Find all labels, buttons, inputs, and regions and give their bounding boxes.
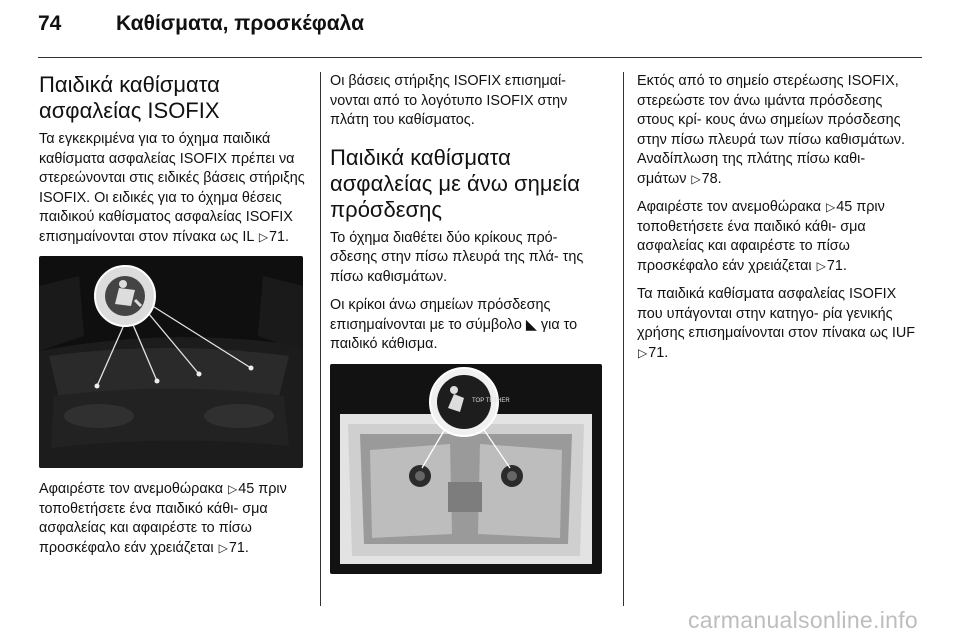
isofix-logo-paragraph: Οι βάσεις στήριξης ISOFIX επισημαί- νονται από το λογότυπο ISOFIX στην πλάτη του καθίσματος. [330,73,568,128]
isofix-seat-photo [39,256,303,468]
top-tether-photo [330,364,602,574]
page-ref-icon: ▷ [218,540,228,555]
tether-strap-paragraph [637,72,917,189]
page-ref-icon: ▷ [228,482,238,496]
universal-category-text: Τα παιδικά καθίσματα ασφαλείας ISOFIX που υπάγονται στην κατηγο- ρία γενικής χρήσης επισημαίνονται στον πίνακα ως IUF [637,286,916,341]
page-ref-icon: ▷ [638,345,648,360]
tether-eyes-paragraph: Το όχημα διαθέτει δύο κρίκους πρό- σδεσης στην πίσω πλευρά της πλά- της πίσω καθισμάτων. [330,229,584,285]
page-ref-icon: ▷ [816,258,826,273]
windbreak-text: Αφαιρέστε τον ανεμοθώρακα [39,481,224,497]
page-ref: 78. [701,170,722,187]
page-header [38,12,922,42]
windbreak-text-2: πριν τοποθετήσετε ένα παιδικό κάθι- σμα ασφαλείας και αφαιρέστε το πίσω προσκέφαλο εάν χρειάζεται [39,481,287,556]
page-ref-icon: ▷ [826,200,836,214]
page-ref: 45 [238,481,255,497]
column-left [39,72,305,567]
column-middle [330,72,606,574]
universal-category-paragraph [637,285,917,363]
top-tether-label: TOP TETHER [472,397,510,404]
windbreak-paragraph-2 [637,198,917,276]
page-number: 74 [38,12,62,35]
windbreak-text: Αφαιρέστε τον ανεμοθώρακα [637,199,822,215]
windbreak-paragraph [39,480,305,558]
chapter-title: Καθίσματα, προσκέφαλα [116,12,364,35]
watermark: carmanualsonline.info [687,607,918,633]
tether-symbol-paragraph [330,296,606,355]
page-ref: 71. [228,539,249,556]
header-rule [38,57,922,58]
column-divider-left [320,72,321,606]
column-divider-right [623,72,624,606]
page-ref: 71. [648,344,669,361]
tether-strap-text: Εκτός από το σημείο στερέωσης ISOFIX, στερεώστε τον άνω ιμάντα πρόσδεσης στους κρί- κους άνω σημείων πρόσδεσης στην πίσω πλευρά των πίσω καθισμάτων. Αναδίπλωση της πλάτης πίσω καθι- σμάτων [637,73,906,187]
isofix-paragraph [39,130,305,247]
child-seat-symbol-icon: ◣ [525,316,537,333]
page-ref: 71. [826,257,847,274]
top-tether-heading: Παιδικά καθίσματα ασφαλείας με άνω σημεία πρόσδεσης [330,144,580,222]
windbreak-text-2: πριν τοποθετήσετε ένα παιδικό κάθι- σμα ασφαλείας και αφαιρέστε το πίσω προσκέφαλο εάν χρειάζεται [637,199,885,274]
page-ref: 45 [836,199,853,215]
page-ref-icon: ▷ [691,171,701,186]
tether-symbol-text: Οι κρίκοι άνω σημείων πρόσδεσης επισημαίνονται με το σύμβολο [330,297,551,333]
page-ref: 71. [269,228,290,245]
page-ref-icon: ▷ [258,229,269,244]
column-right [637,72,917,372]
tether-symbol-text-2: για το παιδικό κάθισμα. [330,316,578,352]
isofix-text: Τα εγκεκριμένα για το όχημα παιδικά καθίσματα ασφαλείας ISOFIX πρέπει να στερεώνονται στις ειδικές βάσεις στήριξης ISOFIX. Οι ειδικές για το όχημα θέσεις παιδικού καθίσματος ασφαλείας ISOFIX επισημαίνονται στον πίνακα ως IL [39,131,305,245]
isofix-heading: Παιδικά καθίσματα ασφαλείας ISOFIX [39,72,220,123]
